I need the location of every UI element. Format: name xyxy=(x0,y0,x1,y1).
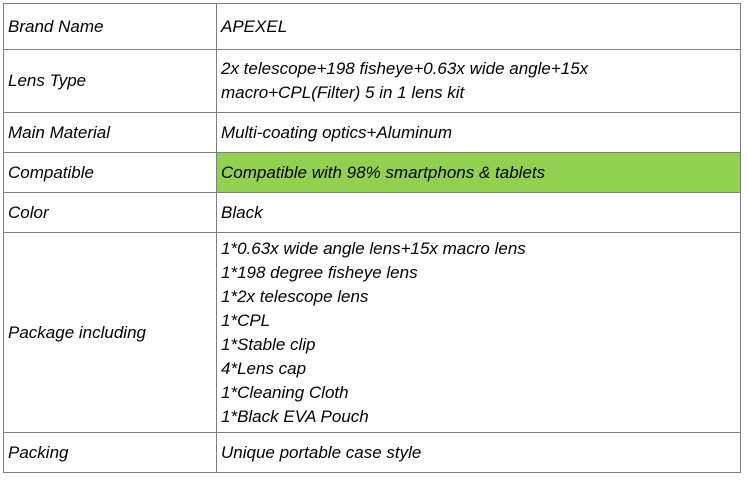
value-line: 1*198 degree fisheye lens xyxy=(221,262,418,282)
table-row xyxy=(4,4,741,50)
row-value: Multi-coating optics+Aluminum xyxy=(217,113,741,153)
row-label: Main Material xyxy=(4,113,217,153)
table-row xyxy=(4,113,741,153)
value-line: 1*2x telescope lens xyxy=(221,286,369,306)
value-line: macro+CPL(Filter) 5 in 1 lens kit xyxy=(221,83,465,102)
row-label: Brand Name xyxy=(4,4,217,50)
row-value: Black xyxy=(217,193,741,233)
value-line: 1*Stable clip xyxy=(221,334,316,354)
row-label: Packing xyxy=(4,433,217,473)
table-row xyxy=(4,233,741,433)
spec-table xyxy=(3,3,741,473)
value-line: 1*CPL xyxy=(221,310,271,330)
row-label: Lens Type xyxy=(4,50,217,113)
value-line: 1*Cleaning Cloth xyxy=(221,382,349,402)
row-value xyxy=(217,50,741,113)
table-row xyxy=(4,433,741,473)
table-row xyxy=(4,50,741,113)
value-line: 1*Black EVA Pouch xyxy=(221,406,369,426)
value-line: 2x telescope+198 fisheye+0.63x wide angle+15x xyxy=(221,59,589,78)
row-value xyxy=(217,233,741,433)
row-value: Unique portable case style xyxy=(217,433,741,473)
table-row xyxy=(4,153,741,193)
row-label: Compatible xyxy=(4,153,217,193)
value-line: 4*Lens cap xyxy=(221,358,307,378)
row-label: Color xyxy=(4,193,217,233)
table-row xyxy=(4,193,741,233)
row-value: APEXEL xyxy=(217,4,741,50)
row-label: Package including xyxy=(4,233,217,433)
value-line: 1*0.63x wide angle lens+15x macro lens xyxy=(221,238,526,258)
row-value: Compatible with 98% smartphons & tablets xyxy=(217,153,741,193)
